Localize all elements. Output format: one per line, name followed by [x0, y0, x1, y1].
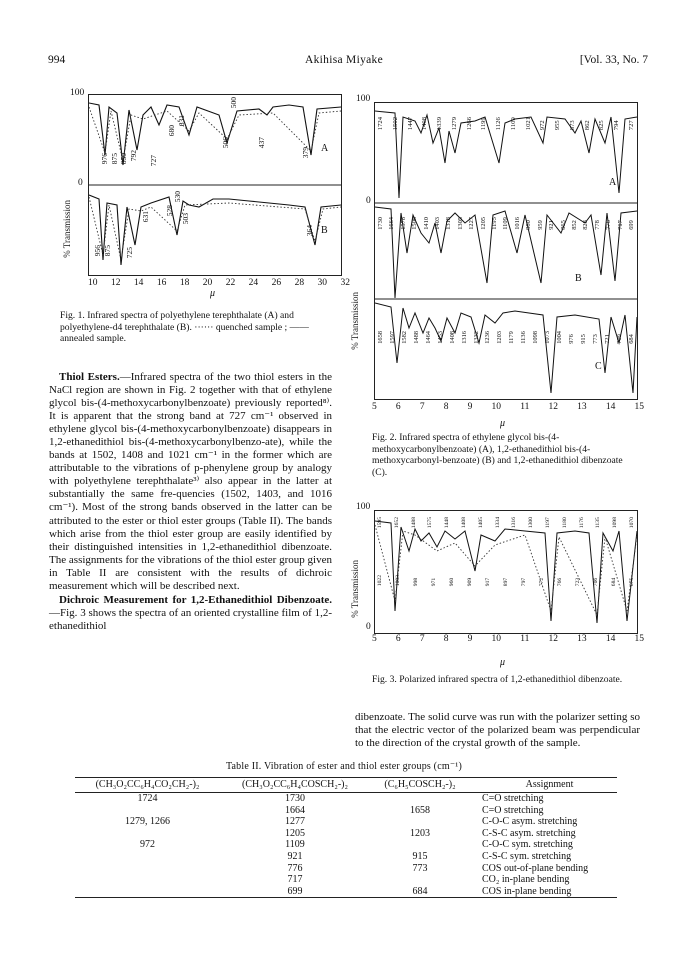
fig3-y-top: 100 — [356, 502, 371, 512]
fig2-curve-c-label: C — [595, 361, 602, 372]
fig2-peak-a: 873 — [568, 120, 576, 131]
table-cell — [370, 816, 470, 828]
fig3-tick: 11 — [520, 634, 530, 644]
fig2-y-top: 100 — [356, 94, 371, 104]
fig1-tick: 28 — [294, 278, 305, 288]
table-cell: 921 — [287, 850, 303, 862]
fig3-peak: 772 — [539, 577, 545, 587]
fig1-tick: 26 — [271, 278, 282, 288]
fig2-peak-b: 1403 — [434, 217, 442, 230]
fig2-peak-b: 1109 — [502, 217, 510, 230]
fig3-tick: 10 — [491, 634, 502, 644]
fig3-tick: 12 — [548, 634, 558, 644]
fig1-tick: 12 — [110, 278, 121, 288]
fig2-peak-b: 1016 — [513, 217, 521, 230]
figure-1 — [40, 88, 350, 298]
right-text-column — [355, 711, 640, 750]
fig2-peak-a: 727 — [627, 120, 635, 131]
fig2-peak-c: 684 — [627, 334, 635, 344]
fig2-peak-c: 721 — [603, 334, 611, 344]
fig2-peak-c: 1098 — [532, 331, 540, 344]
fig2-x-ticks — [372, 402, 644, 412]
fig2-peak-c: 1004 — [556, 331, 564, 344]
fig2-tick: 8 — [443, 402, 449, 412]
fig2-peak-a: 1408 — [421, 117, 429, 131]
fig3-tick: 8 — [443, 634, 449, 644]
fig2-peak-c: 1453 — [436, 331, 444, 344]
table-row — [75, 863, 617, 875]
fig2-peak-a: 825 — [598, 120, 606, 131]
fig1-peak-a: 792 — [129, 150, 138, 162]
fig2-peak-b: 717 — [616, 220, 624, 230]
fig3-peak: 971 — [431, 577, 437, 587]
fig2-peak-c: 1332 — [472, 331, 480, 344]
figure-2 — [344, 92, 654, 442]
fig3-peak: 1098 — [612, 517, 619, 529]
fig1-peak-b: 631 — [141, 211, 150, 223]
fig2-peak-a: 1724 — [377, 117, 384, 131]
fig1-y-zero: 0 — [78, 178, 83, 188]
fig3-peak: 1197 — [544, 517, 551, 529]
fig2-peak-a: 862 — [583, 120, 591, 131]
fig2-peak-b: 1578 — [399, 217, 407, 230]
fig1-y-top: 100 — [70, 88, 85, 98]
fig1-peak-a: 875 — [110, 153, 119, 165]
fig1-peak-a: 379 — [301, 147, 310, 159]
fig3-peak: 684 — [611, 577, 617, 587]
table-header-row — [75, 778, 617, 793]
table-cell: C-S-C asym. stretching — [482, 827, 576, 839]
fig1-xlabel: μ — [210, 288, 216, 299]
dichroic-body: —Fig. 3 shows the spectra of an oriented crystalline film of 1,2-ethanedithiol — [49, 606, 332, 632]
table-cell: 717 — [287, 874, 303, 886]
fig2-peak-a: 1199 — [480, 117, 488, 131]
fig2-tick: 12 — [548, 402, 558, 412]
table2-grid — [75, 777, 617, 898]
table-row — [75, 886, 617, 898]
fig2-peak-c: 1236 — [484, 331, 492, 344]
fig2-peak-a: 1279 — [450, 117, 458, 131]
fig1-caption: Fig. 1. Infrared spectra of polyethylene terephthalate (A) and polyethylene-d4 terephthalate (B). ······ quenched sample ; —— annealed sample. — [60, 310, 309, 344]
fig1-peak-a: 500 — [229, 97, 238, 109]
fig2-peak-c: 915 — [579, 334, 587, 344]
table-cell: 776 — [287, 862, 303, 874]
fig2-peak-c: 1658 — [377, 331, 384, 344]
table-cell: 1724 — [137, 793, 158, 804]
fig3-peak: 1003 — [395, 575, 401, 587]
table-cell — [370, 793, 470, 805]
fig3-peak: 1176 — [578, 517, 585, 529]
fig1-x-ticks — [88, 278, 350, 288]
fig3-tick: 7 — [419, 634, 425, 644]
fig1-peak-a: 506 — [221, 137, 230, 149]
fig2-peak-a: 1266 — [465, 117, 473, 131]
fig3-peak: 1300 — [528, 517, 535, 529]
table-cell — [75, 828, 220, 840]
fig1-curve-b-label: B — [321, 225, 328, 236]
fig2-peak-a: 955 — [554, 120, 561, 131]
fig3-peak: 1408 — [460, 517, 467, 529]
fig2-peak-b: 1227 — [468, 217, 476, 230]
fig3-peak: 1316 — [511, 517, 518, 529]
fig3-peak: 897 — [503, 577, 509, 587]
fig2-tick: 11 — [520, 402, 530, 412]
fig1-curve-a-label: A — [321, 143, 329, 154]
fig3-peaks-lower — [377, 575, 635, 586]
fig2-peak-b: 1305 — [456, 217, 464, 230]
fig3-peak: 1022 — [377, 575, 383, 587]
left-text-column — [49, 371, 332, 633]
table-cell: 1664 — [285, 804, 305, 816]
paragraph-thiol-esters — [49, 371, 332, 593]
fig1-ylabel: % Transmission — [62, 200, 72, 258]
fig2-peak-a: 1109 — [509, 117, 517, 131]
fig2-peak-c: 1488 — [412, 331, 420, 344]
table-cell: 773 — [412, 862, 428, 874]
fig3-peaks — [377, 517, 635, 528]
fig2-peak-b: 1664 — [388, 217, 396, 230]
fig3-peak: 675 — [629, 577, 635, 587]
fig2-peak-a: 1447 — [406, 117, 414, 131]
fig2-curve-b-label: B — [575, 273, 582, 284]
fig2-peak-b: 1730 — [377, 217, 384, 230]
fig3-peak: 1334 — [494, 517, 501, 529]
table-row — [75, 793, 617, 805]
table-cell: 1205 — [285, 827, 305, 839]
table-row — [75, 805, 617, 817]
table-cell: 972 — [140, 839, 155, 851]
table-cell — [370, 839, 470, 851]
fig1-peak-b: 725 — [125, 247, 134, 259]
fig3-peak: 1180 — [561, 517, 568, 529]
fig3-tick: 6 — [395, 634, 401, 644]
table-cell: 1277 — [285, 816, 305, 828]
table-cell: 699 — [220, 886, 370, 898]
table-cell — [75, 874, 220, 886]
fig2-peak-b: 852 — [570, 220, 578, 230]
fig3-x-ticks — [372, 634, 644, 644]
table-cell: CO₂ in-plane bending — [482, 874, 570, 886]
table-cell — [75, 851, 220, 863]
fig2-peak-a: 972 — [539, 120, 547, 131]
fig3-peak: 1575 — [427, 517, 434, 529]
fig2-xlabel: μ — [500, 418, 506, 429]
fig3-caption: Fig. 3. Polarized infrared spectra of 1,2-ethanedithiol dibenzoate. — [372, 674, 623, 685]
fig1-peak-b: 875 — [103, 245, 112, 257]
table-cell — [75, 805, 220, 817]
fig1-peak-b: 530 — [173, 191, 182, 203]
fig1-peak-b: 364 — [305, 225, 314, 237]
table-row — [75, 874, 617, 886]
fig1-peak-a: 437 — [257, 137, 266, 149]
page-number: 994 — [48, 54, 66, 66]
fig2-y-zero: 0 — [366, 196, 371, 206]
fig2-peak-c: 1179 — [508, 331, 516, 344]
fig3-peak: 1405 — [477, 517, 484, 529]
fig3-peak: 723 — [575, 577, 581, 587]
fig3-peak: 1652 — [393, 517, 400, 529]
fig2-tick: 13 — [577, 402, 587, 412]
fig2-peak-b: 778 — [593, 220, 601, 230]
table-cell: 684 — [370, 886, 470, 898]
fig2-peak-c: 1464 — [424, 331, 432, 344]
fig2-peak-a: 1126 — [495, 117, 502, 131]
fig3-tick: 9 — [467, 634, 473, 644]
fig3-peak: 960 — [449, 577, 455, 587]
table-row — [75, 828, 617, 840]
table-cell: C-S-C sym. stretching — [482, 850, 572, 862]
fig2-peak-c: 1136 — [520, 331, 528, 344]
table-cell — [75, 886, 220, 898]
fig1-tick: 22 — [225, 278, 236, 288]
fig3-tick: 5 — [372, 634, 377, 644]
table-header-cell: (C₆H₅COSCH₂-)₂ — [370, 778, 470, 793]
fig2-peak-c: 1582 — [400, 331, 408, 344]
table-cell: 1109 — [285, 839, 305, 851]
fig1-tick: 20 — [202, 278, 213, 288]
table-header-cell: (CH₃O₂CC₆H₄COSCH₂-)₂ — [220, 778, 370, 793]
table-cell: 1279, 1266 — [125, 816, 170, 828]
fig2-peak-b: 828 — [582, 220, 590, 230]
fig2-peak-a: 1021 — [524, 117, 532, 131]
fig2-tick: 14 — [605, 402, 616, 412]
table-cell: C=O stretching — [482, 804, 544, 816]
fig1-tick: 30 — [317, 278, 328, 288]
fig2-peak-b: 1508 — [411, 217, 419, 230]
fig1-tick: 32 — [340, 278, 350, 288]
fig3-peak: 1135 — [595, 517, 602, 529]
fig2-peak-c: 773 — [591, 334, 599, 344]
fig2-tick: 7 — [419, 402, 425, 412]
volume-info: [Vol. 33, No. 7 — [579, 54, 648, 66]
table-header-cell: Assignment — [470, 778, 617, 793]
fig2-caption: Fig. 2. Infrared spectra of ethylene glycol bis-(4-methoxycarbonylbenzoate) (A), 1,2-ethanedithiol bis-(4-methoxycarbonyl-benzoate) (B) and 1,2-ethanedithiol dibenzoate (C). — [372, 432, 623, 478]
fig2-peak-c: 976 — [568, 334, 575, 344]
table-cell: COS out-of-plane bending — [482, 862, 589, 874]
fig2-peak-b: 1195 — [491, 217, 499, 230]
fig1-tick: 24 — [248, 278, 259, 288]
fig2-peak-b: 865 — [559, 220, 567, 230]
fig2-peak-a: 1502 — [391, 117, 399, 131]
fig2-peak-c: 1408 — [448, 331, 456, 344]
fig3-peak: 1448 — [444, 517, 451, 529]
fig1-peak-a: 680 — [167, 125, 176, 137]
fig2-peak-c: 1597 — [388, 331, 396, 344]
fig3-tick: 13 — [577, 634, 587, 644]
thiol-esters-body: —Infrared spectra of the two thiol esters in the NaCl region are shown in Fig. 2 together with that of ethylene glycol bis-(4-methoxycarbonylbenzoate) previously reported⁸⁾. It is apparent that the strong band at 727 cm⁻¹ observed in ethylene glycol bis-(4-methoxycarbonylbenzoate) disappears in 1,2-ethanedithiol bis-(4-methoxycarbonylbenzo-ate), while the bands at 1502, 1408 and 1021 cm⁻¹ in the former which are attributable to the vibrations of p-phenylene group by analogy with polyethylene terephthalate³⁾ also appear in the latter at substantially the same fre-quencies (1502, 1403, and 1016 cm⁻¹). Most of the strong bands observed in the latter can be attributed to the ester or thiol ester groups (Table II). The bands which arise from the thiol ester group are easily identified by their distinguished intensities in 1,2-ethanedithiol dibenzoate. The assignments for the vibrations of the thiol ester group given in Table II are consistent with the results of dichroic measurement which will be described next. — [49, 371, 332, 592]
fig3-peak: 766 — [557, 577, 563, 587]
fig1-tick: 14 — [133, 278, 144, 288]
fig2-tick: 5 — [372, 402, 377, 412]
running-author: Akihisa Miyake — [305, 54, 383, 66]
paragraph-dibenzoate: dibenzoate. The solid curve was run with the polarizer setting so that the electric vector of the polarized beam was perpendicular to the direction of the crystal growth of the sample. — [355, 711, 640, 750]
table-cell: 1730 — [285, 793, 305, 804]
fig3-plot — [374, 510, 638, 634]
table-cell — [75, 863, 220, 875]
paragraph-dichroic — [49, 594, 332, 633]
fig2-peak-b: 959 — [536, 220, 544, 230]
fig2-curve-a-label: A — [609, 177, 617, 188]
table-cell: C-O-C asym. stretching — [482, 816, 578, 828]
fig2-peaks-b — [377, 217, 635, 230]
fig2-tick: 9 — [467, 402, 473, 412]
fig1-peak-a: 727 — [149, 155, 158, 167]
fig2-peak-b: 699 — [627, 220, 635, 230]
fig3-ylabel: % Transmission — [350, 560, 360, 618]
table-row — [75, 839, 617, 851]
fig2-peak-b: 1318 — [445, 217, 453, 230]
fig2-plot — [374, 102, 638, 400]
table-cell: 1658 — [410, 804, 430, 816]
table2 — [75, 777, 617, 898]
table-cell: 915 — [412, 850, 428, 862]
table-cell: 1203 — [410, 827, 430, 839]
fig3-peak: 706 — [593, 577, 599, 587]
fig1-peak-a: 631 — [177, 115, 186, 127]
fig2-ylabel: % Transmission — [350, 292, 360, 350]
table-cell: C=O stretching — [482, 793, 544, 804]
fig3-peak: 797 — [521, 577, 527, 587]
fig2-tick: 15 — [634, 402, 644, 412]
fig2-peak-c: 709 — [615, 334, 623, 344]
fig2-peak-c: 1316 — [460, 331, 468, 344]
fig3-tick: 15 — [634, 634, 644, 644]
fig3-peak: 909 — [467, 577, 473, 587]
fig2-peaks-c — [377, 331, 635, 344]
table-cell: C-O-C sym. stretching — [482, 839, 573, 851]
heading-dichroic: Dichroic Measurement for 1,2-Ethanedithiol Dibenzoate. — [59, 593, 332, 606]
fig2-peak-b: 776 — [605, 220, 613, 230]
fig3-tick: 14 — [605, 634, 616, 644]
fig1-plot — [88, 94, 342, 276]
fig2-peak-b: 1205 — [479, 217, 487, 230]
fig2-peak-b: 960 — [525, 220, 533, 230]
table-cell: COS in-plane bending — [470, 886, 617, 898]
fig3-peak: 998 — [413, 577, 419, 587]
fig2-peak-b: 1410 — [422, 217, 430, 230]
fig3-spectra-svg — [375, 511, 637, 633]
fig2-spectra-svg — [375, 103, 637, 399]
heading-thiol-esters: Thiol Esters. — [59, 371, 120, 383]
fig2-tick: 6 — [395, 402, 401, 412]
fig1-peak-b: 503 — [181, 213, 190, 225]
fig1-tick: 10 — [88, 278, 98, 288]
fig3-y-zero: 0 — [366, 622, 371, 632]
fig2-peak-c: 1203 — [496, 331, 504, 344]
fig3-peak: 1488 — [410, 517, 417, 529]
fig3-peak: 917 — [485, 577, 491, 587]
fig3-xlabel: μ — [500, 657, 506, 668]
table-row — [75, 816, 617, 828]
fig2-peak-b: 921 — [548, 220, 556, 230]
fig2-peak-a: 794 — [613, 120, 620, 131]
fig1-tick: 16 — [156, 278, 167, 288]
table-cell — [370, 874, 470, 886]
fig2-tick: 10 — [491, 402, 502, 412]
fig1-tick: 18 — [179, 278, 190, 288]
fig1-peak-b: 956 — [93, 245, 102, 257]
fig1-peak-a: 850 — [119, 153, 128, 165]
table-row — [75, 851, 617, 863]
fig3-peak: 1595 — [377, 517, 383, 529]
fig2-peak-a: 1339 — [436, 117, 443, 131]
fig1-peak-b: 528 — [165, 205, 174, 217]
fig2-peak-c: 1073 — [544, 331, 552, 344]
table2-title: Table II. Vibration of ester and thiol ester groups (cm⁻¹) — [225, 761, 463, 772]
fig1-peak-a: 976 — [100, 153, 109, 165]
fig2-peaks-a — [377, 117, 635, 130]
table-header-cell: (CH₃O₂CC₆H₄CO₂CH₂-)₂ — [75, 778, 220, 793]
figure-3 — [344, 500, 654, 650]
fig3-peak: 1070 — [628, 517, 635, 529]
